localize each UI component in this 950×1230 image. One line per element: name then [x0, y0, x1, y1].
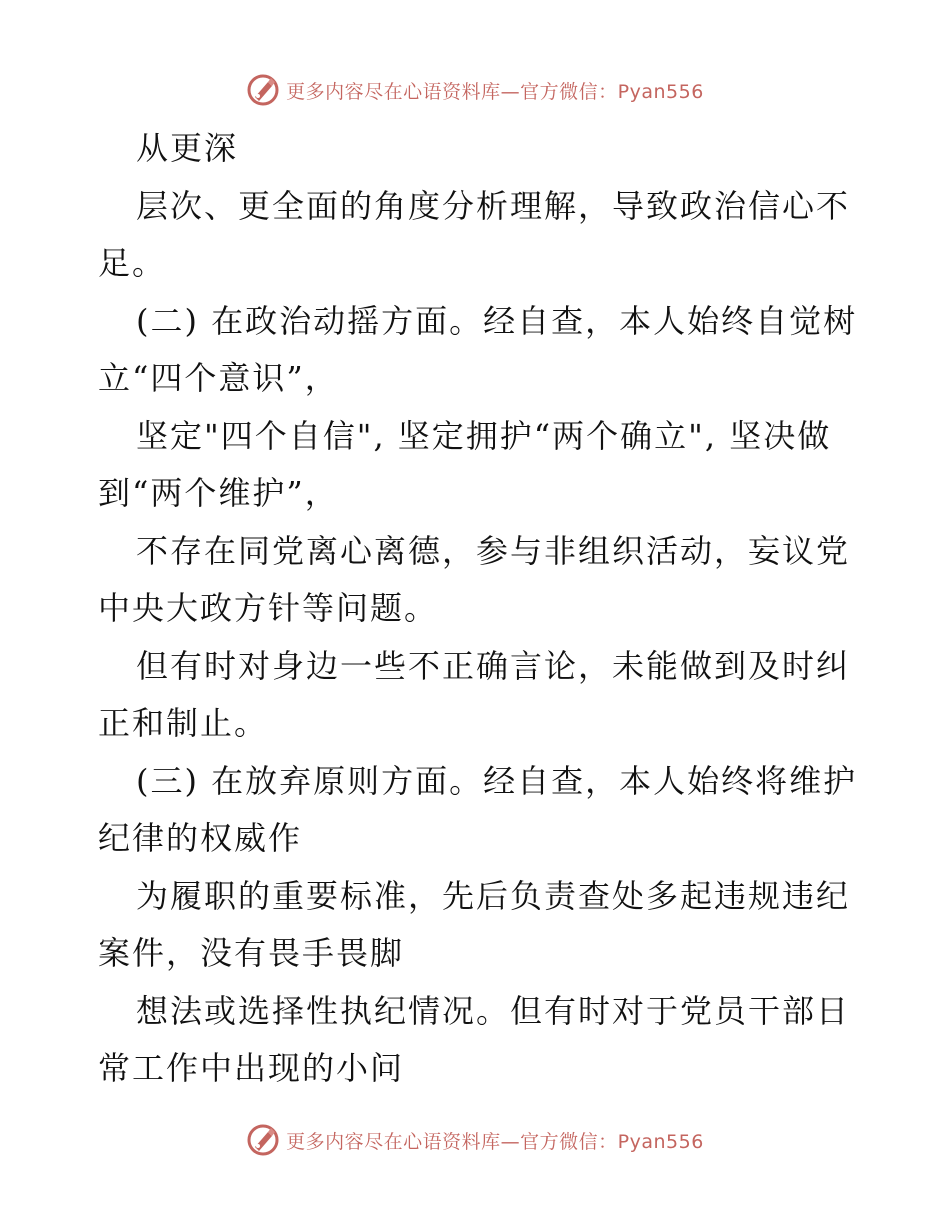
footer-watermark-text: 更多内容尽在心语资料库—官方微信：Pyan556 — [286, 1130, 704, 1153]
text-line: 层次、更全面的角度分析理解，导致政治信心不 — [136, 186, 851, 225]
text-line: 不存在同党离心离德，参与非组织活动，妄议党 — [136, 531, 851, 570]
text-line: 从更深 — [136, 129, 239, 167]
text-line: 立“四个意识”， — [98, 359, 339, 397]
text-line: 但有时对身边一些不正确言论，未能做到及时纠 — [136, 646, 851, 685]
text-line: 案件，没有畏手畏脚 — [98, 934, 405, 972]
text-line: 为履职的重要标准，先后负责查处多起违规违纪 — [136, 876, 851, 915]
footer-watermark — [0, 1120, 950, 1160]
header-watermark-text: 更多内容尽在心语资料库—官方微信：Pyan556 — [286, 80, 704, 103]
text-line: (三) 在放弃原则方面。经自查，本人始终将维护 — [136, 761, 858, 800]
fountain-pen-logo-icon — [246, 1123, 280, 1157]
body-text — [98, 120, 858, 1098]
text-line: 足。 — [98, 244, 167, 282]
text-line: 到“两个维护”， — [98, 474, 339, 512]
header-watermark — [0, 70, 950, 110]
text-line: (二) 在政治动摇方面。经自查，本人始终自觉树 — [136, 301, 858, 340]
text-line: 想法或选择性执纪情况。但有时对于党员干部日 — [136, 991, 851, 1030]
text-line: 正和制止。 — [98, 704, 269, 742]
fountain-pen-logo-icon — [246, 73, 280, 107]
text-line: 坚定"四个自信", 坚定拥护“两个确立", 坚决做 — [136, 416, 832, 455]
text-line: 常工作中出现的小问 — [98, 1049, 405, 1087]
text-line: 中央大政方针等问题。 — [98, 589, 439, 627]
text-line: 纪律的权威作 — [98, 819, 303, 857]
